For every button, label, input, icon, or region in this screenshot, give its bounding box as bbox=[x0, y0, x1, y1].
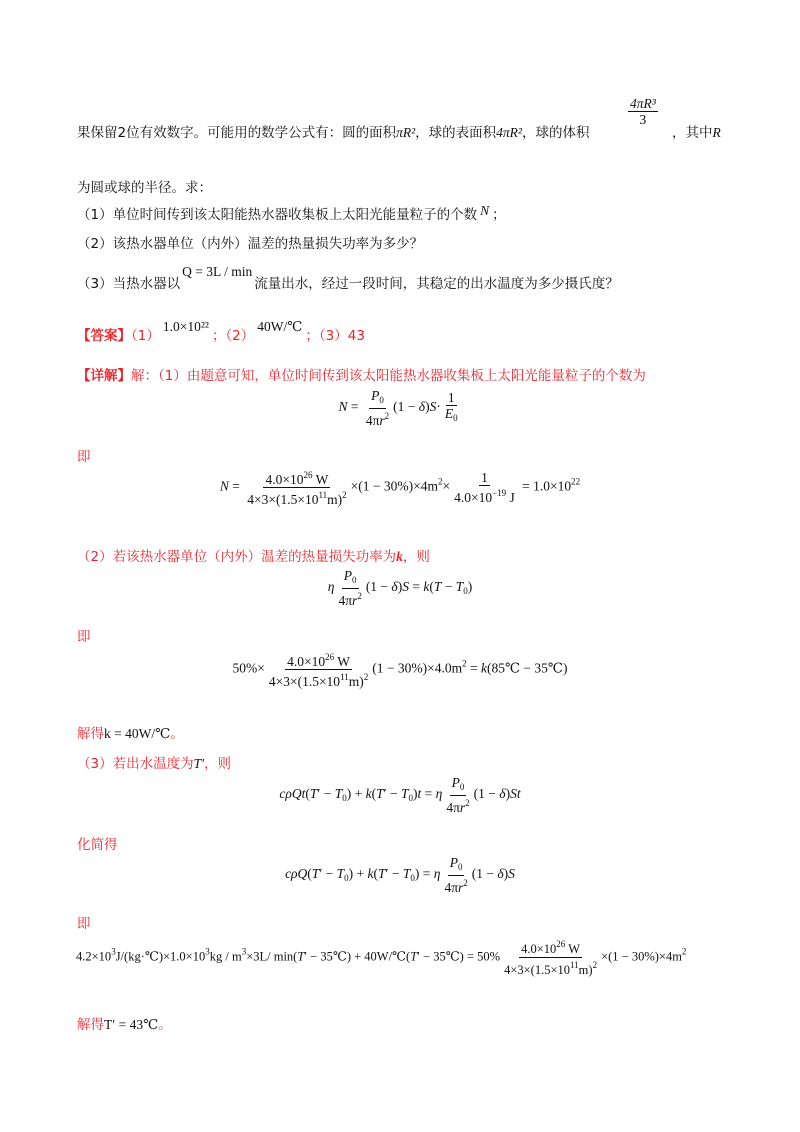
question-1-tail: ； bbox=[492, 207, 506, 223]
step-3-tail: ，则 bbox=[204, 756, 232, 772]
intro-line-2: 为圆或球的半径。求： bbox=[77, 180, 212, 196]
equation-2: N = $\frac{4.0\times 10^{26} W}{4\times 3\times(1.5\times 10^{11}m)^2}$ $\times(1 - 30\%)\times 4m^2\times$ $\frac{1}{4.0\times 10^{-19} J}$ = $1.0\times 10^{22}$ bbox=[219, 470, 581, 507]
volume-denominator: 3 bbox=[639, 112, 647, 127]
ji-label-2: 即 bbox=[77, 629, 91, 645]
answer-value-2: 40W/℃ bbox=[257, 319, 303, 334]
step-3 bbox=[77, 752, 231, 772]
question-1-symbol: N bbox=[480, 203, 490, 218]
answer-part-1: （1） bbox=[131, 328, 160, 344]
sphere-area-formula: 4πR² bbox=[496, 125, 522, 140]
answer-line bbox=[77, 319, 365, 344]
step-2-k: k bbox=[396, 549, 403, 564]
equation-7: $4.2\times 10^3J/(kg\cdot℃)\times 1.0\times 10^3kg / m^3\times 3L/$ min(T′ − 35℃) + 40W/℃(T′ − 35℃) = 50% $\frac{4.0\times 10^{26} W}{4\times 3\times(1.5\times 10^{11}m)^2}$ $\times(1 - 30\%)\times 4m^2$ bbox=[76, 939, 687, 977]
answer-sep-1: ；（2） bbox=[211, 328, 255, 344]
equation-5: $c\rho Qt(T' - T_0) + k(T' - T_0)t = \eta$ $\frac{P_0}{4\pi r^2}$ (1 − δ)St bbox=[279, 775, 521, 815]
answer-sep-2: ；（3）43 bbox=[305, 328, 365, 344]
result-2-value: k = 40W/℃ bbox=[104, 726, 171, 741]
question-3 bbox=[77, 264, 619, 292]
step-2-text: （2）若该热水器单位（内外）温差的热量损失功率为 bbox=[77, 549, 397, 565]
step-3-text: （3）若出水温度为 bbox=[77, 756, 194, 772]
intro-line-1 bbox=[77, 121, 589, 141]
intro-text-d: ，其中 bbox=[672, 125, 713, 141]
equation-4: 50%× $\frac{4.0\times 10^{26} W}{4\times 3\times(1.5\times 10^{11}m)^2}$ $(1 - 30\%)\times 4.0m^2$ = k(85℃ − 35℃) bbox=[232, 652, 568, 689]
simplify-label: 化简得 bbox=[77, 837, 118, 853]
question-3-flow: Q = 3L / min bbox=[182, 264, 253, 279]
circle-area-formula: πR² bbox=[396, 125, 416, 140]
result-2-tail: 。 bbox=[170, 726, 184, 742]
ji-label-1: 即 bbox=[77, 449, 91, 465]
intro-text-a: 果保留2位有效数字。可能用的数学公式有：圆的面积 bbox=[77, 125, 397, 141]
step-2-tail: ，则 bbox=[402, 549, 430, 565]
question-3-text-a: （3）当热水器以 bbox=[77, 276, 181, 292]
answer-label: 【答案】 bbox=[77, 328, 131, 344]
radius-symbol: R bbox=[712, 125, 721, 140]
ji-label-3: 即 bbox=[77, 916, 91, 932]
question-1-text: （1）单位时间传到该太阳能热水器收集板上太阳光能量粒子的个数 bbox=[77, 207, 478, 223]
equation-3: η $\frac{P_0}{4\pi r^2}$ $(1 - \delta)S = k(T - T_0)$ bbox=[327, 568, 473, 608]
intro-text-c: ，球的体积 bbox=[521, 125, 590, 141]
solution-label: 【详解】 bbox=[77, 368, 131, 384]
sphere-volume-formula bbox=[626, 96, 660, 127]
step-2 bbox=[77, 545, 430, 565]
result-2-prefix: 解得 bbox=[77, 726, 104, 742]
intro-text-b: ，球的表面积 bbox=[415, 125, 497, 141]
step-3-t: T′ bbox=[193, 756, 205, 771]
result-3-tail: 。 bbox=[158, 1017, 172, 1033]
equation-6: $c\rho Q(T' - T_0) + k(T' - T_0) = \eta$ $\frac{P_0}{4\pi r^2}$ (1 − δ)S bbox=[285, 855, 515, 895]
result-2 bbox=[77, 722, 184, 742]
question-1 bbox=[77, 203, 506, 223]
result-3-value: T′ = 43℃ bbox=[104, 1017, 159, 1032]
answer-value-1: 1.0×10²² bbox=[162, 319, 209, 334]
equation-1: N = $\frac{P_0}{4\pi r^2}$ (1 − δ)S· $\frac{1}{E_0}$ bbox=[338, 388, 458, 428]
intro-line-1-end bbox=[672, 121, 721, 141]
volume-numerator: 4πR³ bbox=[630, 96, 656, 111]
result-3 bbox=[77, 1013, 172, 1033]
question-3-text-b: 流量出水，经过一段时间，其稳定的出水温度为多少摄氏度？ bbox=[254, 276, 619, 292]
solution-intro-text: 解：（1）由题意可知，单位时间传到该太阳能热水器收集板上太阳光能量粒子的个数为 bbox=[131, 368, 646, 384]
question-2: （2）该热水器单位（内外）温差的热量损失功率为多少？ bbox=[77, 236, 424, 252]
result-3-prefix: 解得 bbox=[77, 1017, 104, 1033]
solution-intro bbox=[77, 364, 646, 384]
